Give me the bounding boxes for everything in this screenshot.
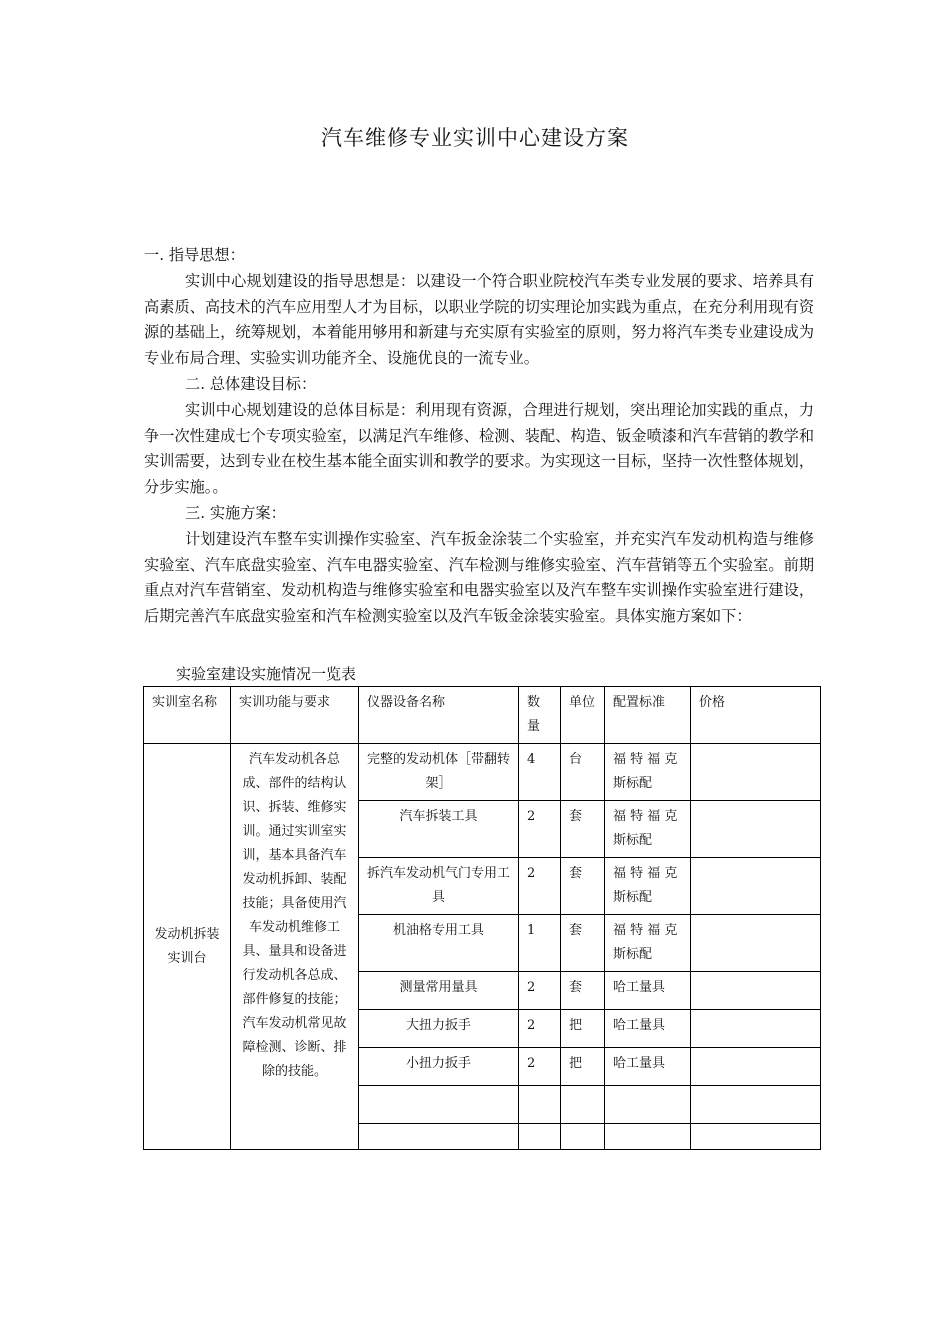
room-name-cell: 发动机拆装实训台 — [144, 744, 231, 1150]
header-qty: 数量 — [519, 687, 561, 744]
equipment-cell: 大扭力扳手 — [359, 1010, 519, 1048]
price-cell — [691, 1010, 821, 1048]
price-cell — [691, 1048, 821, 1086]
unit-cell: 套 — [561, 801, 605, 858]
config-cell: 福 特 福 克斯标配 — [605, 915, 691, 972]
section-paragraph-1: 实训中心规划建设的指导思想是：以建设一个符合职业院校汽车类专业发展的要求、培养具有高素质、高技术的汽车应用型人才为目标，以职业学院的切实理论加实践为重点，在充分利用现有资源的基础上，统筹规划，本着能用够用和新建与充实原有实验室的原则，努力将汽车类专业建设成为专业布局合理、实验实训功能齐全、设施优良的一流专业。 — [144, 271, 814, 368]
header-room: 实训室名称 — [144, 687, 231, 744]
equipment-cell: 测量常用量具 — [359, 972, 519, 1010]
qty-cell: 2 — [519, 801, 561, 858]
header-unit: 单位 — [561, 687, 605, 744]
header-function: 实训功能与要求 — [231, 687, 359, 744]
table-row — [144, 744, 821, 801]
unit-cell: 套 — [561, 972, 605, 1010]
qty-cell: 2 — [519, 858, 561, 915]
unit-cell: 台 — [561, 744, 605, 801]
price-cell — [691, 915, 821, 972]
qty-cell: 4 — [519, 744, 561, 801]
equipment-cell — [359, 1086, 519, 1124]
qty-cell: 2 — [519, 1048, 561, 1086]
qty-cell: 2 — [519, 1010, 561, 1048]
price-cell — [691, 1086, 821, 1124]
equipment-cell — [359, 1124, 519, 1150]
unit-cell — [561, 1124, 605, 1150]
header-config: 配置标准 — [605, 687, 691, 744]
section-paragraph-2: 实训中心规划建设的总体目标是：利用现有资源，合理进行规划，突出理论加实践的重点，力争一次性建成七个专项实验室，以满足汽车维修、检测、装配、构造、钣金喷漆和汽车营销的教学和实训需要，达到专业在校生基本能全面实训和教学的要求。为实现这一目标，坚持一次性整体规划，分步实施。。 — [144, 400, 814, 497]
price-cell — [691, 801, 821, 858]
equipment-cell: 机油格专用工具 — [359, 915, 519, 972]
config-cell: 哈工量具 — [605, 1048, 691, 1086]
unit-cell: 套 — [561, 858, 605, 915]
config-cell — [605, 1086, 691, 1124]
equipment-cell: 完整的发动机体［带翻转架］ — [359, 744, 519, 801]
config-cell: 福 特 福 克斯标配 — [605, 744, 691, 801]
header-price: 价格 — [691, 687, 821, 744]
equipment-cell: 小扭力扳手 — [359, 1048, 519, 1086]
section-paragraph-3: 计划建设汽车整车实训操作实验室、汽车扳金涂装二个实验室，并充实汽车发动机构造与维修实验室、汽车底盘实验室、汽车电器实验室、汽车检测与维修实验室、汽车营销等五个实验室。前期重点对汽车营销室、发动机构造与维修实验室和电器实验室以及汽车整车实训操作实验室进行建设，后期完善汽车底盘实验室和汽车检测实验室以及汽车钣金涂装实验室。具体实施方案如下： — [144, 529, 814, 626]
config-cell: 哈工量具 — [605, 972, 691, 1010]
equipment-cell: 汽车拆装工具 — [359, 801, 519, 858]
price-cell — [691, 858, 821, 915]
header-equipment: 仪器设备名称 — [359, 687, 519, 744]
price-cell — [691, 1124, 821, 1150]
table-header-row — [144, 687, 821, 744]
lab-table — [143, 686, 821, 1150]
qty-cell: 1 — [519, 915, 561, 972]
config-cell: 福 特 福 克斯标配 — [605, 858, 691, 915]
unit-cell: 套 — [561, 915, 605, 972]
price-cell — [691, 744, 821, 801]
section-heading-2: 二. 总体建设目标： — [185, 374, 317, 393]
function-cell: 汽车发动机各总成、部件的结构认识、拆装、维修实训。通过实训室实训，基本具备汽车发动机拆卸、装配技能；具备使用汽车发动机维修工具、量具和设备进行发动机各总成、部件修复的技能；汽车发动机常见故障检测、诊断、排除的技能。 — [231, 744, 359, 1150]
table-caption: 实验室建设实施情况一览表 — [176, 665, 357, 683]
config-cell: 哈工量具 — [605, 1010, 691, 1048]
qty-cell: 2 — [519, 972, 561, 1010]
equipment-cell: 拆汽车发动机气门专用工具 — [359, 858, 519, 915]
unit-cell — [561, 1086, 605, 1124]
section-heading-1: 一. 指导思想： — [144, 246, 245, 264]
unit-cell: 把 — [561, 1010, 605, 1048]
document-body — [144, 243, 814, 630]
config-cell: 福 特 福 克斯标配 — [605, 801, 691, 858]
qty-cell — [519, 1086, 561, 1124]
section-heading-3: 三. 实施方案： — [185, 503, 286, 522]
qty-cell — [519, 1124, 561, 1150]
page-title: 汽车维修专业实训中心建设方案 — [321, 126, 629, 150]
config-cell — [605, 1124, 691, 1150]
unit-cell: 把 — [561, 1048, 605, 1086]
price-cell — [691, 972, 821, 1010]
